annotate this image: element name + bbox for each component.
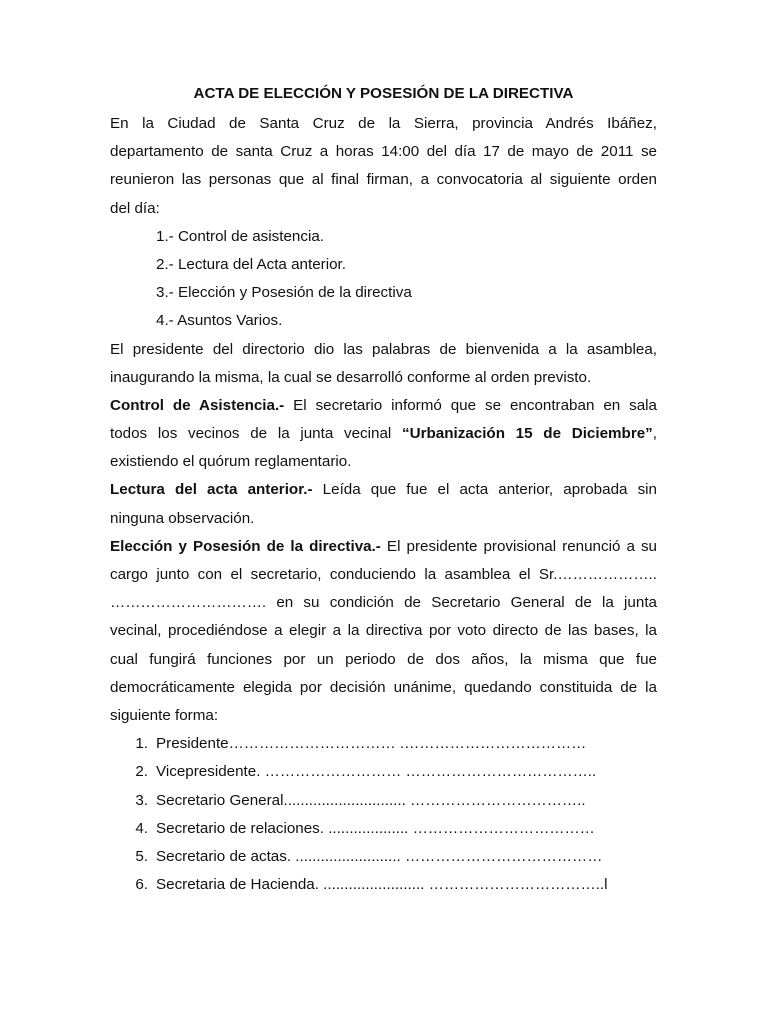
eleccion-section <box>110 533 657 730</box>
paragraph-text: El presidente provisional renunció a su <box>380 537 658 555</box>
section-heading: Elección y Posesión de la directiva.- <box>110 537 381 555</box>
position-text: Secretario de actas. ......................... ………………………………… <box>156 847 603 865</box>
paragraph-line <box>110 476 657 504</box>
paragraph-line: En la Ciudad de Santa Cruz de la Sierra, provincia Andrés Ibáñez, <box>110 115 657 132</box>
agenda-item: 4.- Asuntos Varios. <box>156 312 283 330</box>
agenda-item: 2.- Lectura del Acta anterior. <box>156 255 346 273</box>
position-number: 1. <box>135 735 148 753</box>
paragraph-line: vecinal, procediéndose a elegir a la directiva por voto directo de las bases, la <box>110 622 657 640</box>
paragraph-line: ninguna observación. <box>110 509 255 527</box>
agenda-item: 3.- Elección y Posesión de la directiva <box>156 284 412 302</box>
asistencia-section <box>110 392 657 477</box>
lectura-section <box>110 476 657 532</box>
paragraph-line: siguiente forma: <box>110 706 219 724</box>
junta-name: “Urbanización 15 de Diciembre” <box>402 425 653 443</box>
positions-list <box>110 730 657 899</box>
section-heading: Lectura del acta anterior.- <box>110 481 313 499</box>
paragraph-line: cual fungirá funciones por un periodo de dos años, la misma que fue <box>110 650 657 668</box>
paragraph-line: …………………………. en su condición de Secretario General de la junta <box>110 594 657 612</box>
paragraph-text: todos los vecinos de la junta vecinal <box>110 425 403 443</box>
welcome-paragraph <box>110 336 657 392</box>
position-number: 4. <box>135 819 148 837</box>
position-item <box>110 871 657 899</box>
paragraph-line: inaugurando la misma, la cual se desarrolló conforme al orden previsto. <box>110 368 592 386</box>
position-text: Vicepresidente. ……………………… ……………………………….. <box>156 763 597 781</box>
document-page <box>110 84 657 899</box>
paragraph-line <box>110 420 657 448</box>
position-text: Secretario General............................. …………………………….. <box>156 791 586 809</box>
paragraph-text: Leída que fue el acta anterior, aprobada sin <box>312 481 657 499</box>
paragraph-line <box>110 392 657 420</box>
document-title: ACTA DE ELECCIÓN Y POSESIÓN DE LA DIRECTIVA <box>193 85 574 102</box>
position-number: 5. <box>135 847 148 865</box>
section-heading: Control de Asistencia.- <box>110 396 285 414</box>
position-item <box>110 787 657 815</box>
paragraph-line: El presidente del directorio dio las palabras de bienvenida a la asamblea, <box>110 340 657 358</box>
position-item <box>110 815 657 843</box>
position-number: 6. <box>135 876 148 894</box>
position-number: 2. <box>135 763 148 781</box>
position-item <box>110 843 657 871</box>
position-text: Presidente…………………………… .……………………………… <box>156 735 587 753</box>
position-text: Secretaria de Hacienda. ........................ ……………………………..l <box>156 876 608 894</box>
agenda-item: 1.- Control de asistencia. <box>156 227 324 245</box>
paragraph-line: departamento de santa Cruz a horas 14:00 del día 17 de mayo de 2011 se <box>110 143 657 161</box>
agenda-list <box>110 223 657 336</box>
position-text: Secretario de relaciones. ................... ……………………………… <box>156 819 595 837</box>
paragraph-line: cargo junto con el secretario, conduciendo la asamblea el Sr.……………….. <box>110 566 657 583</box>
position-item <box>110 730 657 758</box>
paragraph-line <box>110 533 657 561</box>
position-number: 3. <box>135 791 148 809</box>
paragraph-text: El secretario informó que se encontraban en sala <box>284 396 657 414</box>
paragraph-line: del día: <box>110 199 160 217</box>
paragraph-text: , <box>652 425 658 443</box>
intro-paragraph <box>110 110 657 223</box>
paragraph-line: reunieron las personas que al final firman, a convocatoria al siguiente orden <box>110 171 657 189</box>
paragraph-line: democráticamente elegida por decisión unánime, quedando constituida de la <box>110 678 657 696</box>
position-item <box>110 758 657 786</box>
paragraph-line: existiendo el quórum reglamentario. <box>110 453 352 471</box>
